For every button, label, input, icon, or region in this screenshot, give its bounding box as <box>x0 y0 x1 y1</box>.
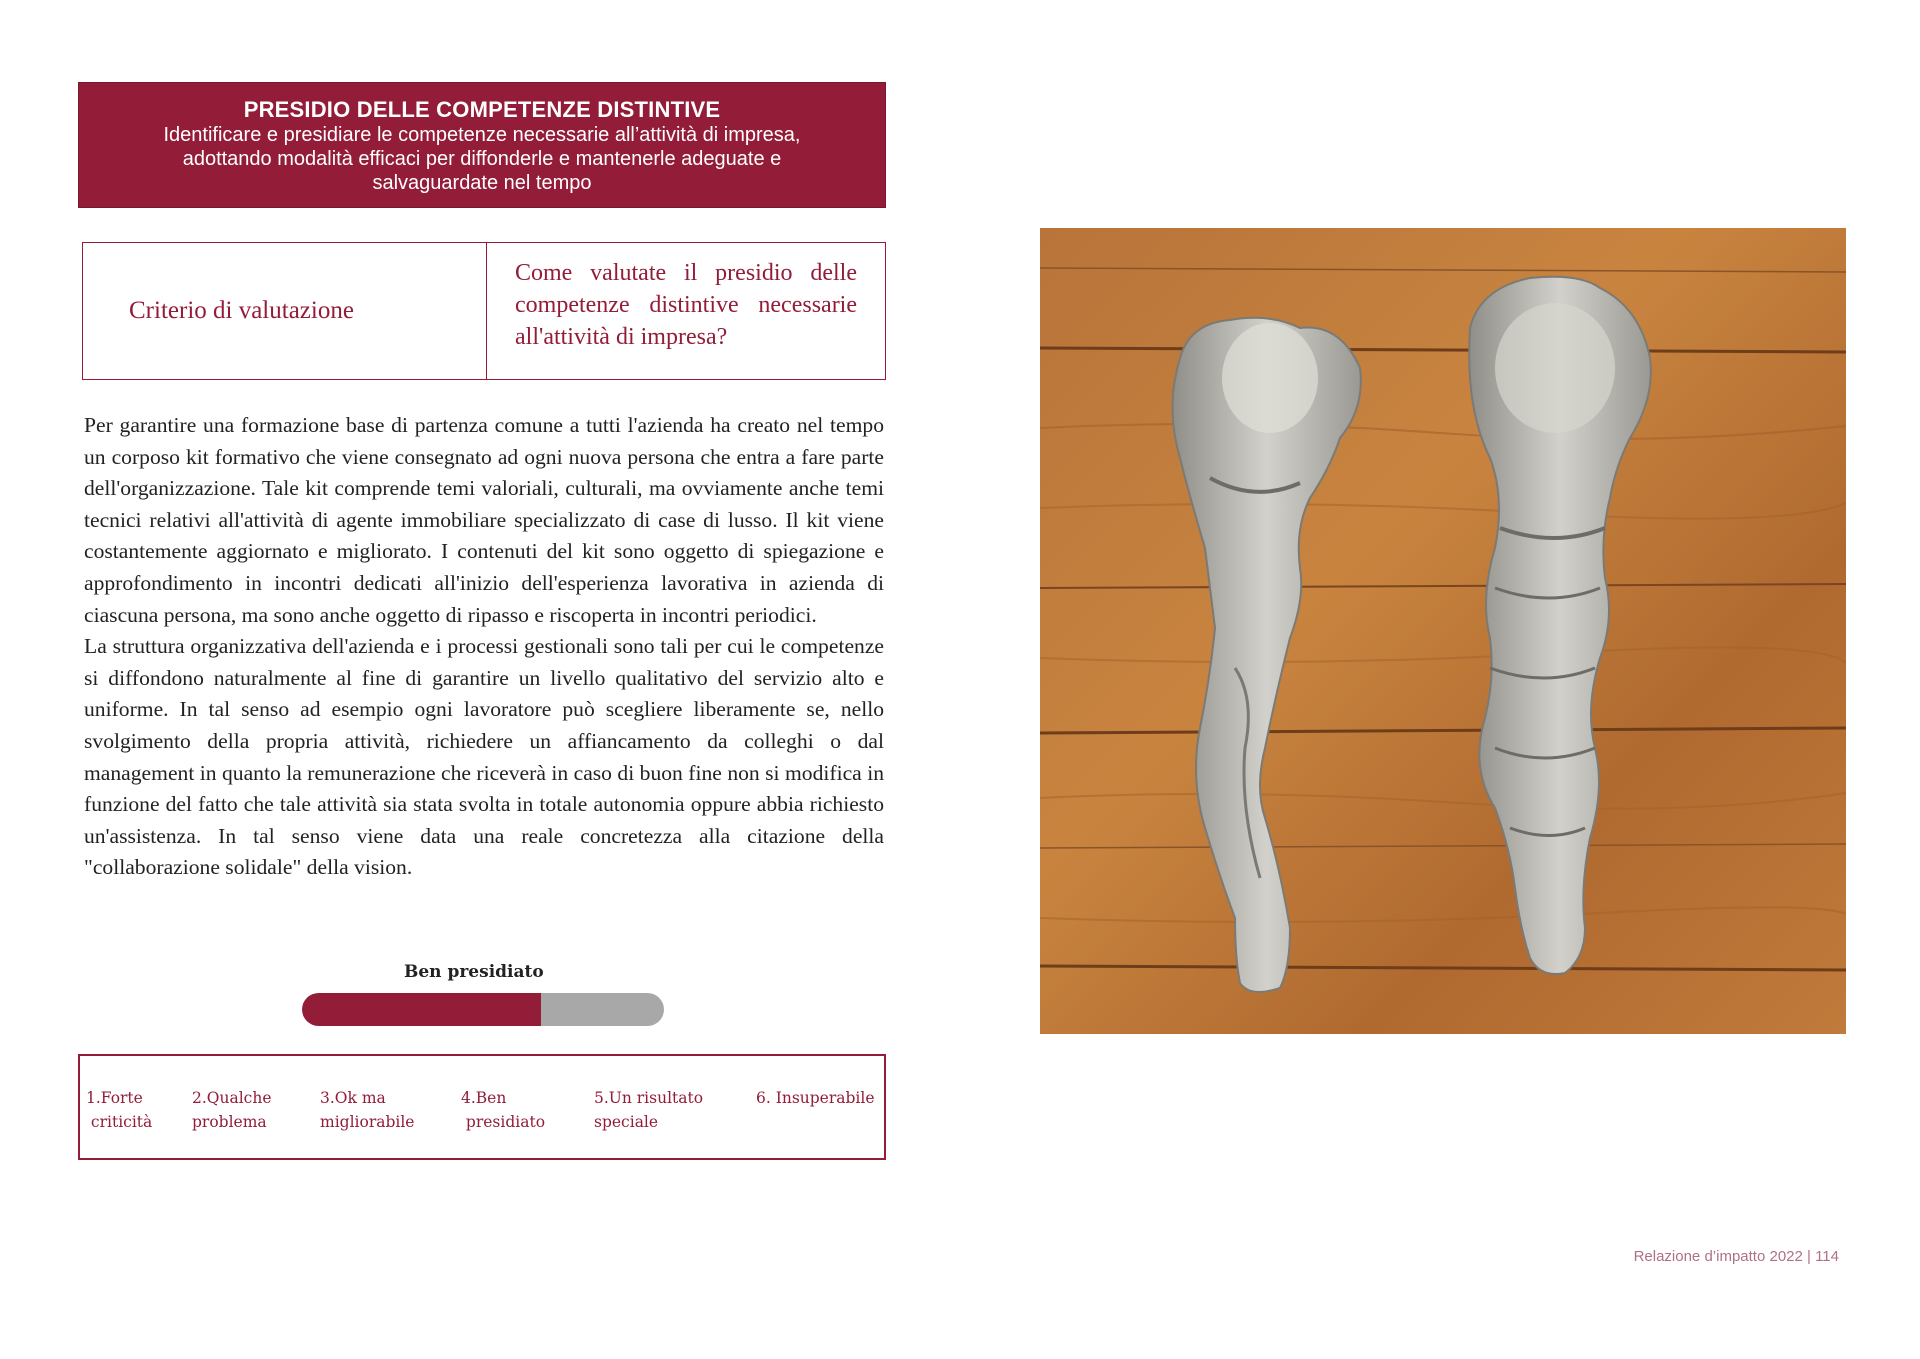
scale-item-line: 4.Ben <box>461 1089 507 1107</box>
scale-item-line: migliorabile <box>320 1113 415 1131</box>
body-paragraph: Per garantire una formazione base di partenza comune a tutti l'azienda ha creato nel tempo un corposo kit formativo che viene consegnato ad ogni nuova persona che entra a fare parte dell'organizzazione. Tale kit comprende temi valoriali, culturali, ma ovviamente anche temi tecnici relativi all'attività di agente immobiliare specializzato di case di lusso. Il kit viene costantemente aggiornato e migliorato. I contenuti del kit sono oggetto di spiegazione e approfondimento in incontri dedicati all'inizio dell'esperienza lavorativa in azienda di ciascuna persona, ma sono anche oggetto di ripasso e riscoperta in incontri periodici. <box>84 413 884 627</box>
criteria-label: Criterio di valutazione <box>129 297 354 324</box>
section-header <box>78 82 886 208</box>
criteria-question-cell <box>487 243 885 379</box>
scale-item <box>594 1086 703 1134</box>
subtitle-line: Identificare e presidiare le competenze necessarie all’attività di impresa, <box>163 124 801 146</box>
rating-progress-bar <box>302 993 664 1026</box>
scale-item <box>756 1086 875 1110</box>
scale-item-line: 5.Un risultato <box>594 1089 704 1107</box>
page-footer: Relazione d’impatto 2022 | 114 <box>1633 1248 1839 1265</box>
scale-item-line: speciale <box>594 1113 659 1131</box>
section-subtitle <box>139 123 825 195</box>
criteria-table <box>82 242 886 380</box>
subtitle-line: salvaguardate nel tempo <box>372 172 592 194</box>
section-title: PRESIDIO DELLE COMPETENZE DISTINTIVE <box>243 97 721 122</box>
rating-label: Ben presidiato <box>404 962 544 982</box>
subtitle-line: adottando modalità efficaci per diffonderle e mantenerle adeguate e <box>182 148 782 170</box>
rating-progress-fill <box>302 993 541 1026</box>
scale-item-line: 1.Forte <box>86 1089 143 1107</box>
scale-item <box>320 1086 414 1134</box>
criteria-question: Come valutate il presidio delle competenze distintive necessarie all'attività di impresa? <box>515 260 857 350</box>
scale-item-line: problema <box>192 1113 267 1131</box>
scale-item <box>192 1086 272 1134</box>
body-paragraph: La struttura organizzativa dell'azienda e i processi gestionali sono tali per cui le competenze si diffondono naturalmente al fine di garantire un livello qualitativo del servizio alto e uniforme. In tal senso ad esempio ogni lavoratore può scegliere liberamente se, nello svolgimento della propria attività, richiedere un affiancamento da colleghi o dal management in quanto la remunerazione che riceverà in caso di buon fine non si modifica in funzione del fatto che tale attività sia stata svolta in totale autonomia oppure abbia richiesto un'assistenza. In tal senso viene data una reale concretezza alla citazione della "collaborazione solidale" della vision. <box>84 634 884 880</box>
scale-item-line: 3.Ok ma <box>320 1089 386 1107</box>
rating-scale-legend <box>78 1054 886 1160</box>
scale-item-line: 2.Qualche <box>192 1089 272 1107</box>
scale-item-line: criticità <box>86 1113 153 1131</box>
scale-item-line: 6. Insuperabile <box>756 1089 875 1107</box>
body-text <box>84 410 884 884</box>
sculpture-photo-illustration <box>1040 228 1846 1034</box>
scale-item <box>86 1086 152 1134</box>
scale-item <box>461 1086 545 1134</box>
scale-item-line: presidiato <box>461 1113 546 1131</box>
sculpture-photo <box>1040 228 1846 1034</box>
criteria-label-cell <box>83 243 487 379</box>
